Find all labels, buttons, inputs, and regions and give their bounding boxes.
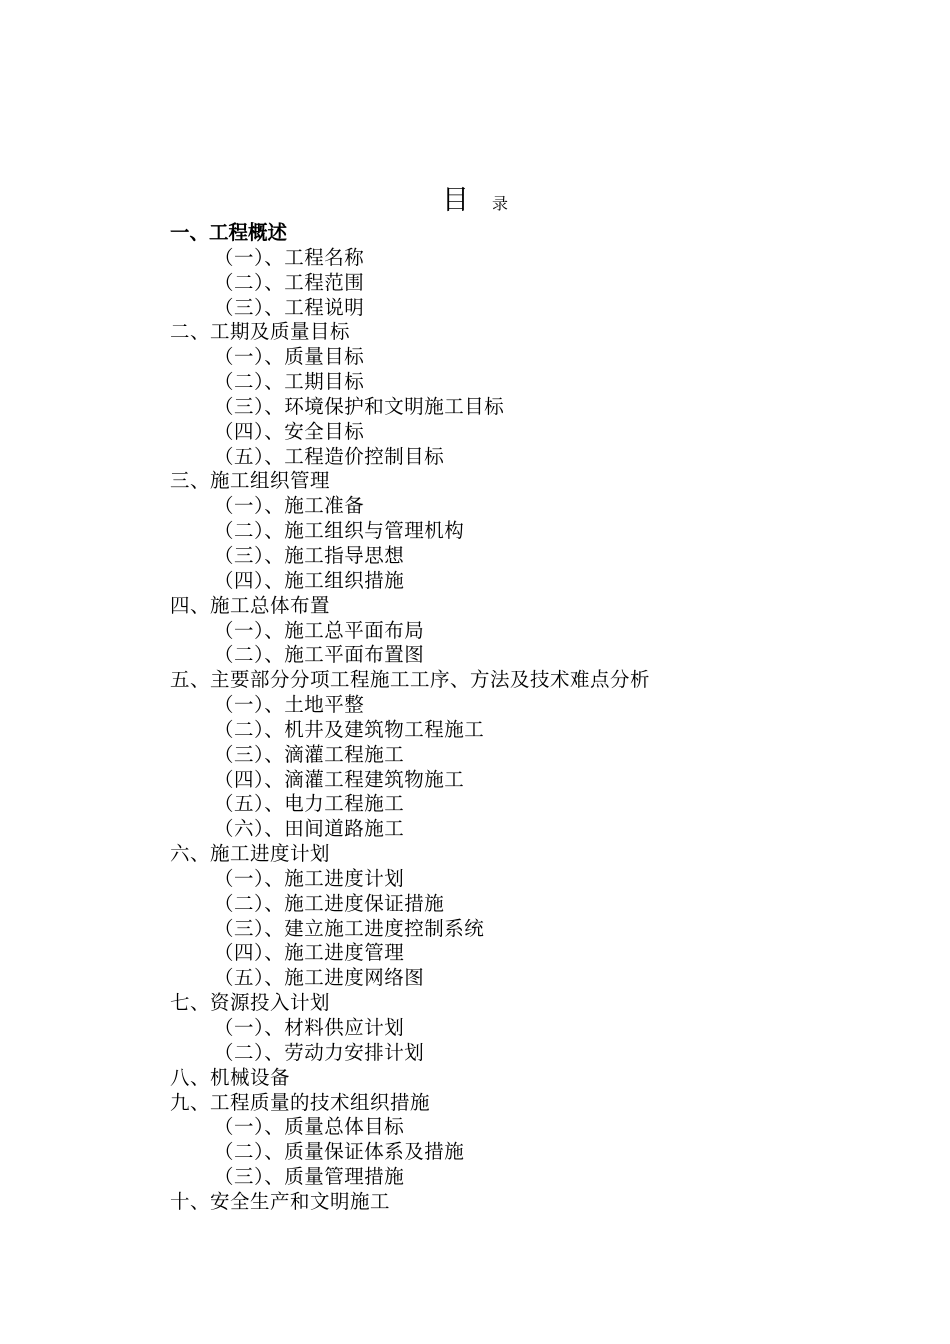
toc-subsection: （三）、滴灌工程施工 bbox=[214, 742, 405, 766]
toc-subsection: （五）、工程造价控制目标 bbox=[214, 444, 445, 468]
toc-subsection: （一）、施工进度计划 bbox=[214, 866, 405, 890]
toc-subsection: （二）、施工平面布置图 bbox=[214, 643, 425, 667]
toc-subsection: （二）、劳动力安排计划 bbox=[214, 1040, 425, 1064]
toc-subsection: （一）、质量总体目标 bbox=[214, 1115, 405, 1139]
toc-section-heading: 六、施工进度计划 bbox=[170, 842, 331, 866]
toc-subsection: （一）、工程名称 bbox=[214, 245, 365, 269]
toc-subsection: （四）、施工组织措施 bbox=[214, 568, 405, 592]
toc-title-main: 目 bbox=[441, 185, 469, 216]
toc-subsection: （四）、施工进度管理 bbox=[214, 941, 405, 965]
toc-subsection: （一）、质量目标 bbox=[214, 345, 365, 369]
toc-section-heading: 五、主要部分分项工程施工工序、方法及技术难点分析 bbox=[170, 668, 651, 692]
toc-title bbox=[0, 178, 950, 218]
toc-subsection: （二）、工期目标 bbox=[214, 370, 365, 394]
toc-subsection: （三）、施工指导思想 bbox=[214, 543, 405, 567]
toc-subsection: （五）、电力工程施工 bbox=[214, 792, 405, 816]
toc-subsection: （六）、田间道路施工 bbox=[214, 817, 405, 841]
toc-subsection: （四）、滴灌工程建筑物施工 bbox=[214, 767, 465, 791]
toc-subsection: （三）、工程说明 bbox=[214, 295, 365, 319]
toc-subsection: （一）、施工总平面布局 bbox=[214, 618, 425, 642]
toc-subsection: （四）、安全目标 bbox=[214, 419, 365, 443]
toc-section-heading: 九、工程质量的技术组织措施 bbox=[170, 1090, 431, 1114]
toc-subsection: （三）、建立施工进度控制系统 bbox=[214, 916, 485, 940]
toc-subsection: （二）、工程范围 bbox=[214, 270, 365, 294]
toc-section-heading: 三、施工组织管理 bbox=[170, 469, 331, 493]
toc-title-sub: 录 bbox=[492, 194, 509, 213]
toc-section-heading: 十、安全生产和文明施工 bbox=[170, 1189, 391, 1213]
toc-subsection: （二）、质量保证体系及措施 bbox=[214, 1140, 465, 1164]
toc-section-heading: 七、资源投入计划 bbox=[170, 991, 331, 1015]
toc-subsection: （五）、施工进度网络图 bbox=[214, 966, 425, 990]
toc-section-heading: 四、施工总体布置 bbox=[170, 593, 331, 617]
toc-subsection: （一）、材料供应计划 bbox=[214, 1016, 405, 1039]
toc-subsection: （二）、机井及建筑物工程施工 bbox=[214, 717, 485, 741]
toc-subsection: （一）、施工准备 bbox=[214, 494, 365, 518]
toc-section-heading: 一、工程概述 bbox=[170, 221, 288, 244]
toc-subsection: （一）、土地平整 bbox=[214, 693, 365, 717]
toc-subsection: （二）、施工组织与管理机构 bbox=[214, 519, 465, 543]
toc-subsection: （三）、质量管理措施 bbox=[214, 1165, 405, 1189]
toc-subsection: （三）、环境保护和文明施工目标 bbox=[214, 394, 505, 418]
table-of-contents bbox=[170, 221, 890, 1215]
toc-section-heading: 八、机械设备 bbox=[170, 1065, 291, 1089]
toc-section-heading: 二、工期及质量目标 bbox=[170, 320, 351, 344]
toc-subsection: （二）、施工进度保证措施 bbox=[214, 891, 445, 915]
